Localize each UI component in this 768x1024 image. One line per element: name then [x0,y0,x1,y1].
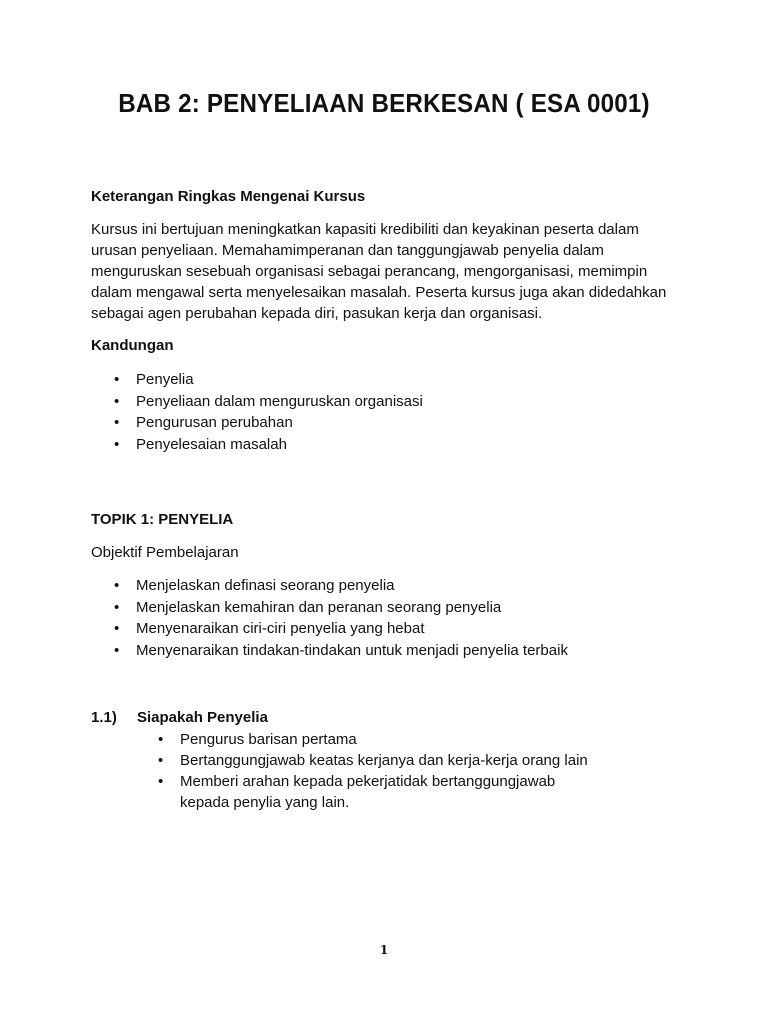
list-item [91,618,691,640]
list-item [91,391,691,413]
page-number: 1 [379,943,389,957]
bullet-icon: • [114,392,120,410]
list-item [91,729,711,750]
list-item-text: Menyenaraikan ciri-ciri penyelia yang hebat [136,620,425,638]
bullet-icon: • [114,620,120,638]
summary-paragraph [91,219,691,324]
list-item-text: Penyelesaian masalah [136,436,287,454]
list-item-text: Menjelaskan kemahiran dan peranan seorang penyelia [136,598,502,616]
list-item [91,597,691,619]
list-item-text: Menjelaskan definasi seorang penyelia [136,577,395,594]
bullet-icon: • [158,773,164,790]
list-item [91,575,691,597]
bullet-icon: • [158,752,164,769]
list-item-text: Penyeliaan dalam menguruskan organisasi [136,392,423,410]
list-item [91,434,691,456]
list-item-text: Menyenaraikan tindakan-tindakan untuk menjadi penyelia terbaik [136,642,568,660]
objectives-label: Objektif Pembelajaran [91,544,239,561]
summary-heading: Keterangan Ringkas Mengenai Kursus [91,188,366,205]
section-title: Siapakah Penyelia [137,709,268,726]
section-number: 1.1) [91,709,117,726]
bullet-icon: • [114,414,120,432]
list-item-text: Pengurusan perubahan [136,414,293,432]
list-item-text: Pengurus barisan pertama [180,731,357,748]
list-item [91,771,711,813]
list-item-text: Memberi arahan kepada pekerjatidak bertanggungjawab kepada penylia yang lain. [180,773,556,811]
summary-line: dalam mengawal serta menyelesaikan masalah. Peserta kursus juga akan didedahkan [91,284,667,301]
bullet-icon: • [158,731,164,748]
summary-line: Kursus ini bertujuan meningkatkan kapasiti kredibiliti dan keyakinan peserta dalam [91,221,639,238]
list-item-text: Penyelia [136,371,194,388]
section-heading [91,707,691,728]
contents-heading: Kandungan [91,337,174,354]
bullet-icon: • [114,436,120,454]
list-item [91,750,711,771]
summary-line: urusan penyeliaan. Memahamimperanan dan tanggungjawab penyelia dalam [91,242,604,259]
bullet-icon: • [114,598,120,616]
list-item [91,640,691,662]
list-item [91,369,691,391]
summary-line: menguruskan sesebuah organisasi sebagai perancang, mengorganisasi, memimpin [91,263,648,280]
bullet-icon: • [114,577,120,594]
summary-line: sebagai agen perubahan kepada diri, pasukan kerja dan organisasi. [91,305,543,322]
list-item-text: Bertanggungjawab keatas kerjanya dan kerja-kerja orang lain [180,752,588,769]
objectives-list [91,575,691,662]
document-title: BAB 2: PENYELIAAN BERKESAN ( ESA 0001) [118,88,650,118]
list-item [91,412,691,434]
contents-list [91,369,691,456]
bullet-icon: • [114,371,120,388]
bullet-icon: • [114,642,120,660]
topic-heading: TOPIK 1: PENYELIA [91,511,234,528]
section-list [91,729,711,813]
